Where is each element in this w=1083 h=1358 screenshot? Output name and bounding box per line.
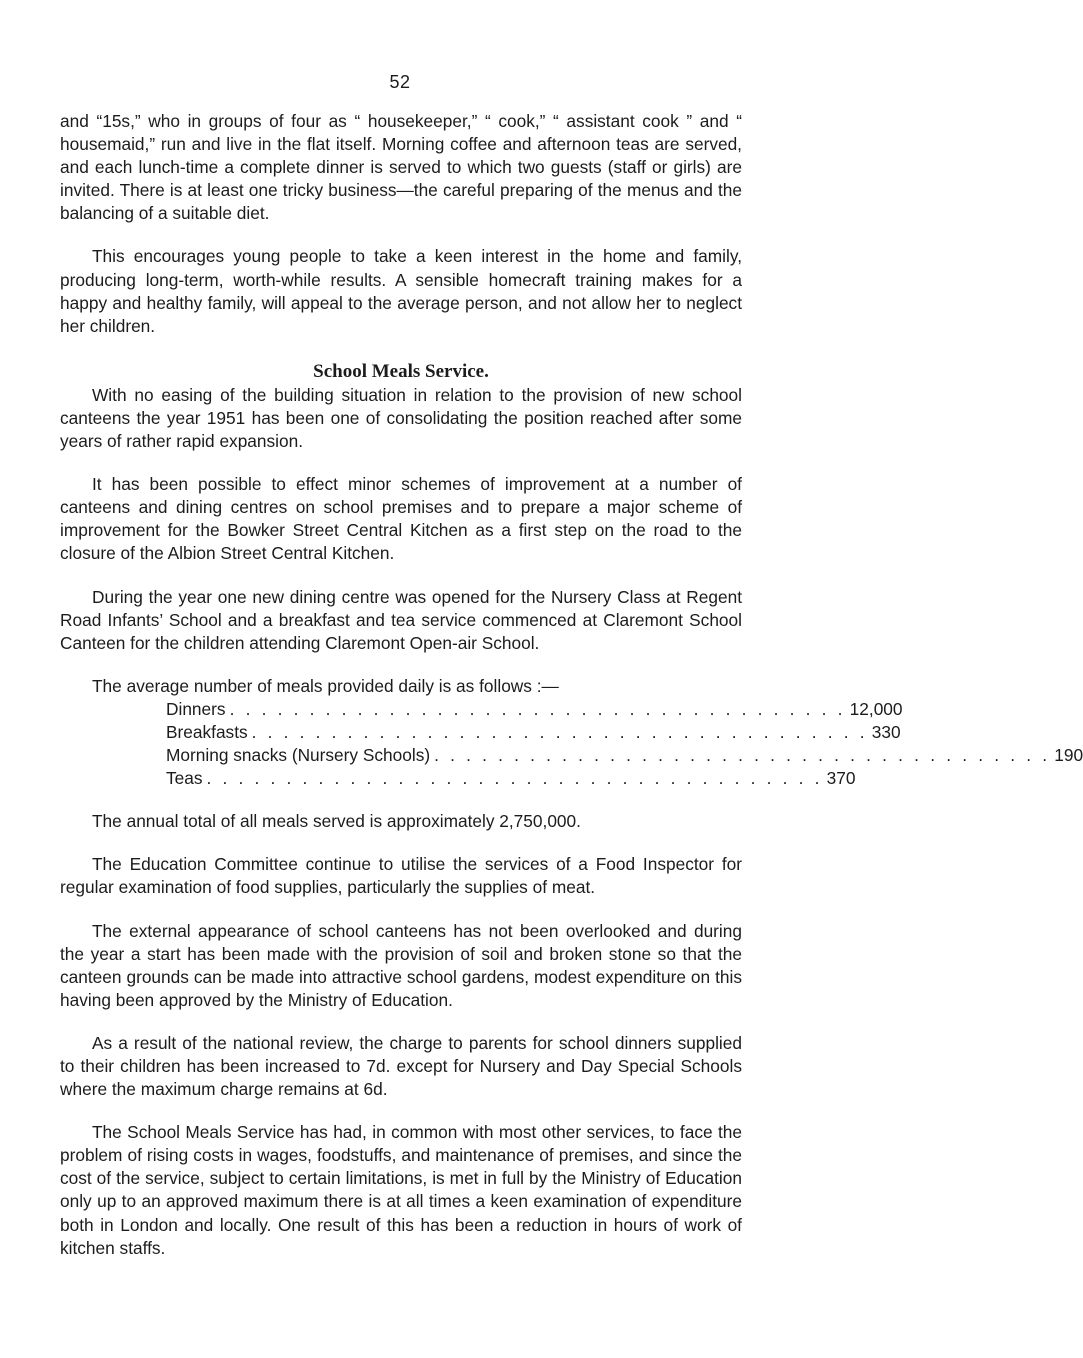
row-value: 12,000 [849, 698, 903, 719]
paragraph: and “15s,” who in groups of four as “ housekeeper,” “ cook,” “ assistant cook ” and “ housemaid,” run and live in the flat itself. Morning coffee and afternoon teas are served, and each lunch-time a complete dinner is served to which two guests (staff or girls) are invited. There is at least one tricky business—the careful preparing of the menus and the balancing of a suitable diet. [60, 111, 742, 224]
meals-table [166, 698, 1083, 790]
row-value: 330 [871, 721, 901, 742]
page-body [60, 110, 1083, 1260]
table-row [166, 721, 901, 744]
row-label: Breakfasts [166, 721, 248, 742]
row-label: Dinners [166, 698, 226, 719]
row-value: 370 [826, 768, 856, 789]
table-row [166, 767, 856, 790]
paragraph: The annual total of all meals served is approximately 2,750,000. [92, 811, 581, 832]
paragraph: The School Meals Service has had, in common with most other services, to face the problem of rising costs in wages, foodstuffs, and maintenance of premises, and since the cost of the service, subject to certain limitations, is met in full by the Ministry of Education only up to an approved maximum there is at all times a keen examination of expenditure both in London and locally. One result of this has been a reduction in hours of work of kitchen staffs. [60, 1122, 742, 1258]
page-number: 52 [389, 72, 411, 92]
dot-leader: . . . . . . . . . . . . . . . . . . . . . . . . . . . . . . . . . . . . . . . [434, 745, 1051, 766]
dot-leader: . . . . . . . . . . . . . . . . . . . . . . . . . . . . . . . . . . . . . . . [229, 698, 846, 719]
row-label: Teas [166, 768, 203, 789]
paragraph: With no easing of the building situation in relation to the provision of new school canteens the year 1951 has been one of consolidating the position reached after some years of rather rapid expansion. [60, 384, 742, 452]
row-value: 190 [1054, 745, 1083, 766]
paragraph: This encourages young people to take a keen interest in the home and family, producing long-term, worth-while results. A sensible homecraft training makes for a happy and healthy family, will appeal to the average person, and not allow her to neglect her children. [60, 246, 742, 336]
dot-leader: . . . . . . . . . . . . . . . . . . . . . . . . . . . . . . . . . . . . . . . [251, 721, 868, 742]
row-label: Morning snacks (Nursery Schools) [166, 745, 431, 766]
paragraph: The external appearance of school canteens has not been overlooked and during the year a start has been made with the provision of soil and broken stone so that the canteen grounds can be made into attractive school gardens, modest expenditure on this having been approved by the Ministry of Education. [60, 920, 742, 1010]
table-row [166, 744, 1083, 767]
paragraph: It has been possible to effect minor schemes of improvement at a number of canteens and dining centres on school premises and to prepare a major scheme of improvement for the Bowker Street Central Kitchen as a first step on the road to the closure of the Albion Street Central Kitchen. [60, 474, 742, 564]
paragraph: As a result of the national review, the charge to parents for school dinners supplied to their children has been increased to 7d. except for Nursery and Day Special Schools where the maximum charge remains at 6d. [60, 1032, 742, 1100]
dot-leader: . . . . . . . . . . . . . . . . . . . . . . . . . . . . . . . . . . . . . . . [206, 768, 823, 789]
paragraph: The Education Committee continue to utilise the services of a Food Inspector for regular examination of food supplies, particularly the supplies of meat. [60, 854, 742, 898]
section-heading: School Meals Service. [313, 360, 489, 382]
paragraph: The average number of meals provided daily is as follows :— [92, 675, 559, 696]
paragraph: During the year one new dining centre was opened for the Nursery Class at Regent Road Infants’ School and a breakfast and tea service commenced at Claremont School Canteen for the children attending Claremont Open-air School. [60, 586, 742, 653]
table-row [166, 698, 903, 721]
